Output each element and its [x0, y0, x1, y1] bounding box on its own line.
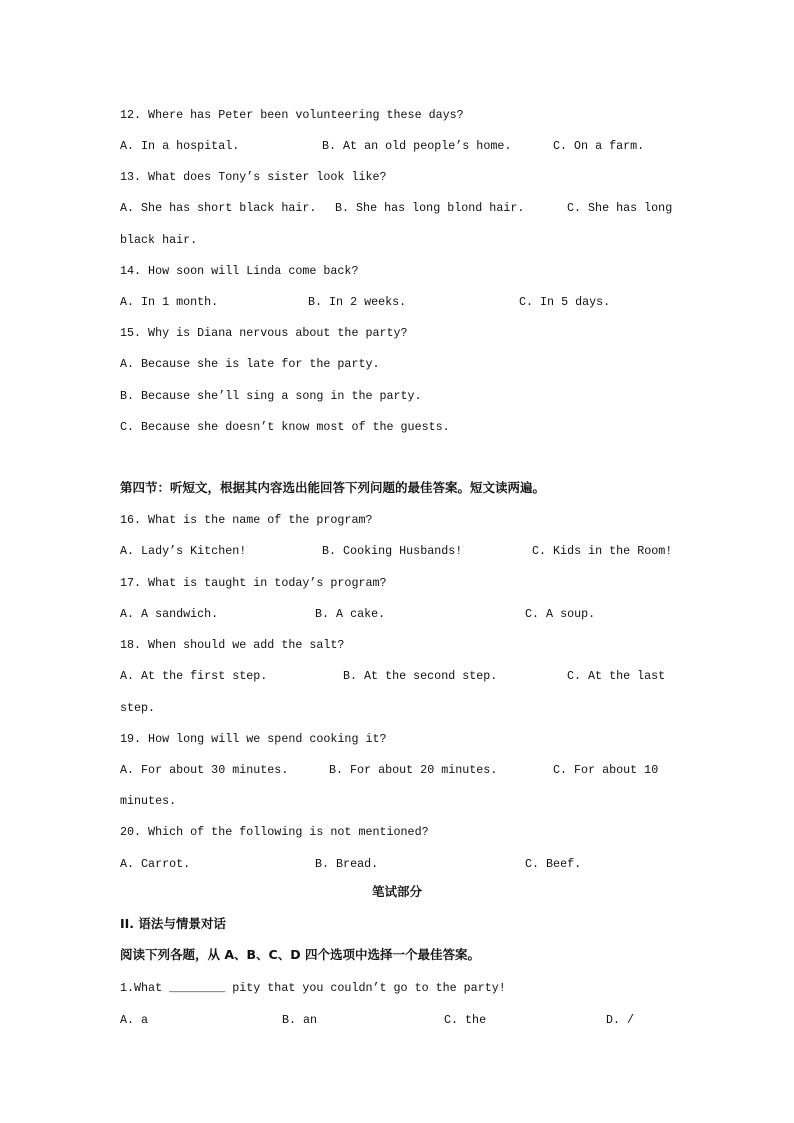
question-text: 19. How long will we spend cooking it?	[120, 732, 387, 746]
question-text: 17. What is taught in today’s program?	[120, 576, 387, 590]
option-b: B. At an old people’s home.	[322, 139, 512, 153]
option-c-continued: step.	[120, 701, 156, 715]
option-c: C. Beef.	[525, 857, 582, 871]
option-a: A. Carrot.	[120, 857, 191, 871]
option-c: C. Kids in the Room!	[532, 544, 673, 558]
option-a: A. In 1 month.	[120, 295, 219, 309]
option-a: A. Lady’s Kitchen!	[120, 544, 247, 558]
option-c: C. the	[444, 1013, 487, 1027]
question-text: 20. Which of the following is not mentioned?	[120, 825, 429, 839]
option-a: A. At the first step.	[120, 669, 268, 683]
option-b: B. Bread.	[315, 857, 379, 871]
option-a: A. For about 30 minutes.	[120, 763, 289, 777]
question-text: 18. When should we add the salt?	[120, 638, 345, 652]
option-c-continued: black hair.	[120, 233, 198, 247]
option-c: C. She has long	[567, 201, 673, 215]
option-a: A. A sandwich.	[120, 607, 219, 621]
written-part-heading: 笔试部分	[371, 884, 422, 899]
option-c: C. A soup.	[525, 607, 596, 621]
part2-instructions: 阅读下列各题，从 A、B、C、D 四个选项中选择一个最佳答案。	[120, 947, 480, 962]
option-a: A. She has short black hair.	[120, 201, 317, 215]
option-c: C. For about 10	[553, 763, 659, 777]
option-b: B. an	[282, 1013, 318, 1027]
option-a: A. In a hospital.	[120, 139, 240, 153]
option-c-continued: minutes.	[120, 794, 177, 808]
option-a: A. Because she is late for the party.	[120, 357, 380, 371]
option-d: D. /	[606, 1013, 635, 1027]
option-b: B. Because she’ll sing a song in the party.	[120, 389, 422, 403]
question-text: 1.What ________ pity that you couldn’t go to the party!	[120, 981, 506, 995]
option-c: C. Because she doesn’t know most of the guests.	[120, 420, 450, 434]
option-b: B. Cooking Husbands!	[322, 544, 463, 558]
question-text: 12. Where has Peter been volunteering these days?	[120, 108, 464, 122]
question-text: 14. How soon will Linda come back?	[120, 264, 359, 278]
option-b: B. In 2 weeks.	[308, 295, 407, 309]
section-heading: 第四节：听短文，根据其内容选出能回答下列问题的最佳答案。短文读两遍。	[120, 480, 546, 495]
option-b: B. For about 20 minutes.	[329, 763, 498, 777]
question-text: 15. Why is Diana nervous about the party?	[120, 326, 408, 340]
option-c: C. At the last	[567, 669, 666, 683]
option-c: C. On a farm.	[553, 139, 645, 153]
option-a: A. a	[120, 1013, 149, 1027]
option-b: B. She has long blond hair.	[335, 201, 525, 215]
option-b: B. A cake.	[315, 607, 386, 621]
question-text: 13. What does Tony’s sister look like?	[120, 170, 387, 184]
question-text: 16. What is the name of the program?	[120, 513, 373, 527]
option-b: B. At the second step.	[343, 669, 498, 683]
part2-title: II. 语法与情景对话	[120, 916, 226, 931]
option-c: C. In 5 days.	[519, 295, 611, 309]
